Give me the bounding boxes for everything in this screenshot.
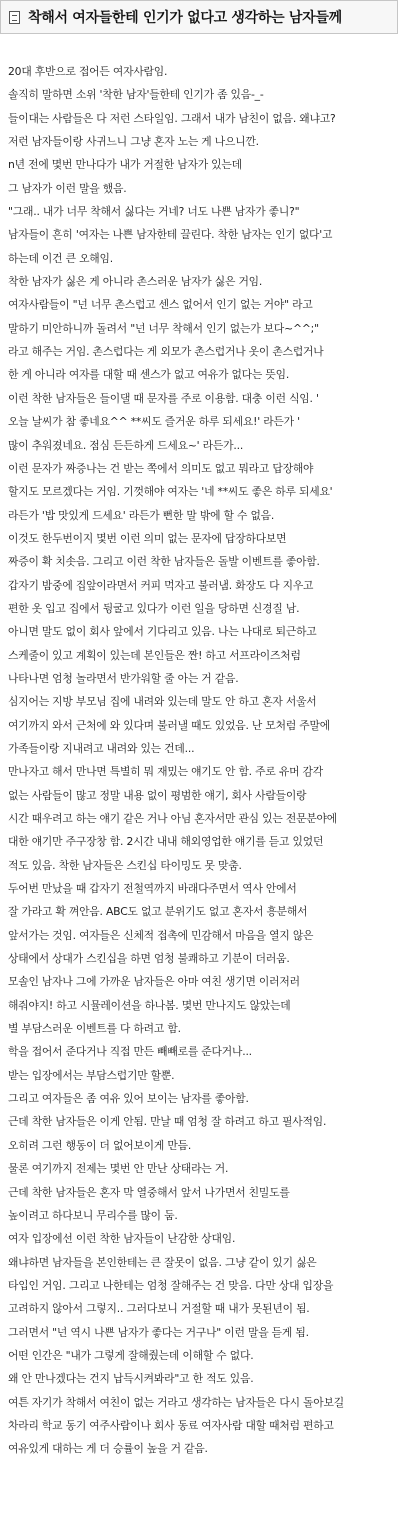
body-line: 물론 여기까지 전제는 몇번 안 만난 상태라는 거. <box>8 1162 229 1176</box>
body-line: 어떤 인간은 "내가 그렇게 잘해줬는데 이해할 수 없다. <box>8 1348 254 1362</box>
body-line: 타입인 거임. 그리고 나한테는 엄청 잘해주는 건 맞음. 다만 상대 입장을 <box>8 1278 334 1292</box>
body-line: 할지도 모르겠다는 거임. 기껏해야 여자는 '네 **씨도 좋은 하루 되세요' <box>8 485 333 499</box>
body-line: 상태에서 상대가 스킨십을 하면 엄청 불쾌하고 기분이 더러움. <box>8 952 290 966</box>
body-line: 이것도 한두번이지 몇번 이런 의미 없는 문자에 답장하다보면 <box>8 531 287 545</box>
post-header <box>0 0 398 34</box>
body-line: 대한 얘기만 주구장창 함. 2시간 내내 해외영업한 얘기를 듣고 있었던 <box>8 835 324 849</box>
body-line: 없는 사람들이 많고 정말 내용 없이 평범한 얘기, 회사 사람들이랑 <box>8 788 307 802</box>
body-line: 학을 접어서 준다거나 직접 만든 빼빼로를 준다거나... <box>8 1045 252 1059</box>
body-line: 남자들이 흔히 '여자는 나쁜 남자한테 끌린다. 착한 남자는 인기 없다'고 <box>8 228 333 242</box>
body-line: "그래.. 내가 너무 착해서 싫다는 거네? 너도 나쁜 남자가 좋니?" <box>8 205 300 219</box>
body-line: 이런 착한 남자들은 들이댈 때 문자를 주로 이용함. 대충 이런 식임. ' <box>8 391 319 405</box>
body-line: 여자사람들이 "넌 너무 촌스럽고 센스 없어서 인기 없는 거야" 라고 <box>8 298 313 312</box>
body-line: 적도 있음. 착한 남자들은 스킨십 타이밍도 못 맞춤. <box>8 858 242 872</box>
body-line: 라든가 '밥 맛있게 드세요' 라든가 뻔한 말 밖에 할 수 없음. <box>8 508 275 522</box>
body-line: 모솔인 남자나 그에 가까운 남자들은 아마 여친 생기면 이러저러 <box>8 975 300 989</box>
body-line: 여자 입장에선 이런 착한 남자들이 난감한 상대임. <box>8 1232 236 1246</box>
body-line: 받는 입장에서는 부담스럽기만 할뿐. <box>8 1068 175 1082</box>
body-line: 20대 후반으로 접어든 여자사람임. <box>8 65 168 78</box>
body-line: 왜냐하면 남자들을 본인한테는 큰 잘못이 없음. 그냥 같이 있기 싫은 <box>8 1255 317 1269</box>
post-title: 착해서 여자들한테 인기가 없다고 생각하는 남자들께 <box>28 10 342 26</box>
body-line: 한 게 아니라 여자를 대할 때 센스가 없고 여유가 없다는 뜻임. <box>8 368 290 382</box>
body-line: 나타나면 엄청 놀라면서 반가워할 줄 아는 거 같음. <box>8 671 239 685</box>
body-line: 오히려 그런 행동이 더 없어보이게 만듬. <box>8 1138 192 1152</box>
body-line: 시간 때우려고 하는 얘기 같은 거나 아님 혼자서만 관심 있는 전문분야에 <box>8 812 337 825</box>
body-line: 가족들이랑 지내려고 내려와 있는 건데... <box>8 741 195 755</box>
body-line: 심지어는 지방 부모님 집에 내려와 있는데 말도 안 하고 혼자 서울서 <box>8 695 317 709</box>
body-line: 두어번 만났을 때 갑자기 전철역까지 바래다주면서 역사 안에서 <box>8 882 297 896</box>
body-line: 근데 착한 남자들은 혼자 막 열중해서 앞서 나가면서 친밀도를 <box>8 1185 290 1199</box>
body-line: 스케줄이 있고 계획이 있는데 본인들은 짠! 하고 서프라이즈처럼 <box>8 648 301 662</box>
body-line: 잘 가라고 확 껴안음. ABC도 없고 분위기도 없고 혼자서 흥분해서 <box>8 905 308 919</box>
body-line: 그러면서 "넌 역시 나쁜 남자가 좋다는 거구나" 이런 말을 듣게 됨. <box>8 1325 309 1339</box>
body-line: 저런 남자들이랑 사귀느니 그냥 혼자 노는 게 나으니깐. <box>8 135 259 149</box>
body-line: 여튼 자기가 착해서 여친이 없는 거라고 생각하는 남자들은 다시 돌아보길 <box>8 1395 344 1409</box>
body-line: 해줘야지! 하고 시뮬레이션을 하나봄. 몇번 만나지도 않았는데 <box>8 998 291 1012</box>
body-line: 그리고 여자들은 좀 여유 있어 보이는 남자를 좋아함. <box>8 1092 249 1106</box>
body-line: n년 전에 몇번 만나다가 내가 거절한 남자가 있는데 <box>8 158 242 172</box>
document-icon <box>9 11 20 24</box>
body-line: 이런 문자가 짜증나는 건 받는 쪽에서 의미도 없고 뭐라고 답장해야 <box>8 461 314 475</box>
body-line: 많이 추워졌네요. 점심 든든하게 드세요~' 라든가... <box>8 438 244 452</box>
body-line: 라고 해주는 거임. 촌스럽다는 게 외모가 촌스럽거나 옷이 촌스럽거나 <box>8 345 324 359</box>
body-line: 앞서가는 것임. 여자들은 신체적 접촉에 민감해서 마음을 열지 않은 <box>8 928 314 942</box>
body-line: 오늘 날씨가 참 좋네요^^ **씨도 즐거운 하루 되세요!' 라든가 ' <box>8 415 300 429</box>
body-line: 여기까지 와서 근처에 와 있다며 불러낼 때도 있었음. 난 모처럼 주말에 <box>8 718 330 732</box>
post-body <box>8 60 398 1461</box>
body-line: 높이려고 하다보니 무리수를 많이 둠. <box>8 1208 178 1222</box>
body-line: 만나자고 해서 만나면 특별히 뭐 재밌는 얘기도 안 함. 주로 유머 감각 <box>8 765 323 779</box>
body-line: 편한 옷 입고 집에서 뒹굴고 있다가 이런 일을 당하면 신경질 남. <box>8 601 300 615</box>
body-line: 고려하지 않아서 그렇지.. 그러다보니 거절할 때 내가 못된년이 됨. <box>8 1302 310 1316</box>
body-line: 갑자기 밤중에 집앞이라면서 커피 먹자고 불러냄. 화장도 다 지우고 <box>8 578 314 592</box>
body-line: 여유있게 대하는 게 더 승률이 높을 거 같음. <box>8 1442 208 1456</box>
body-line: 근데 착한 남자들은 이게 안됨. 만날 때 엄청 잘 하려고 하고 필사적임. <box>8 1115 327 1129</box>
body-line: 착한 남자가 싫은 게 아니라 촌스러운 남자가 싫은 거임. <box>8 275 263 289</box>
body-line: 들이대는 사람들은 다 저런 스타일임. 그래서 내가 남친이 없음. 왜냐고? <box>8 111 336 125</box>
body-line: 차라리 학교 동기 여주사람이나 회사 동료 여자사람 대할 때처럼 편하고 <box>8 1418 334 1432</box>
body-line: 짜증이 확 치솟음. 그리고 이런 착한 남자들은 돌발 이벤트를 좋아함. <box>8 555 320 569</box>
body-line: 아니면 말도 없이 회사 앞에서 기다리고 있음. 나는 나대로 퇴근하고 <box>8 625 317 639</box>
body-line: 하는데 이건 큰 오해임. <box>8 251 113 265</box>
body-line: 그 남자가 이런 말을 했음. <box>8 181 127 195</box>
body-line: 왜 안 만나겠다는 건지 납득시켜봐라"고 한 적도 있음. <box>8 1372 254 1386</box>
body-line: 말하기 미안하니까 돌려서 "넌 너무 착해서 인기 없는가 보다~^^;" <box>8 321 319 335</box>
body-line: 별 부담스러운 이벤트를 다 하려고 함. <box>8 1022 181 1036</box>
body-line: 솔직히 말하면 소위 '착한 남자'들한테 인기가 좀 있음-_- <box>8 88 264 102</box>
